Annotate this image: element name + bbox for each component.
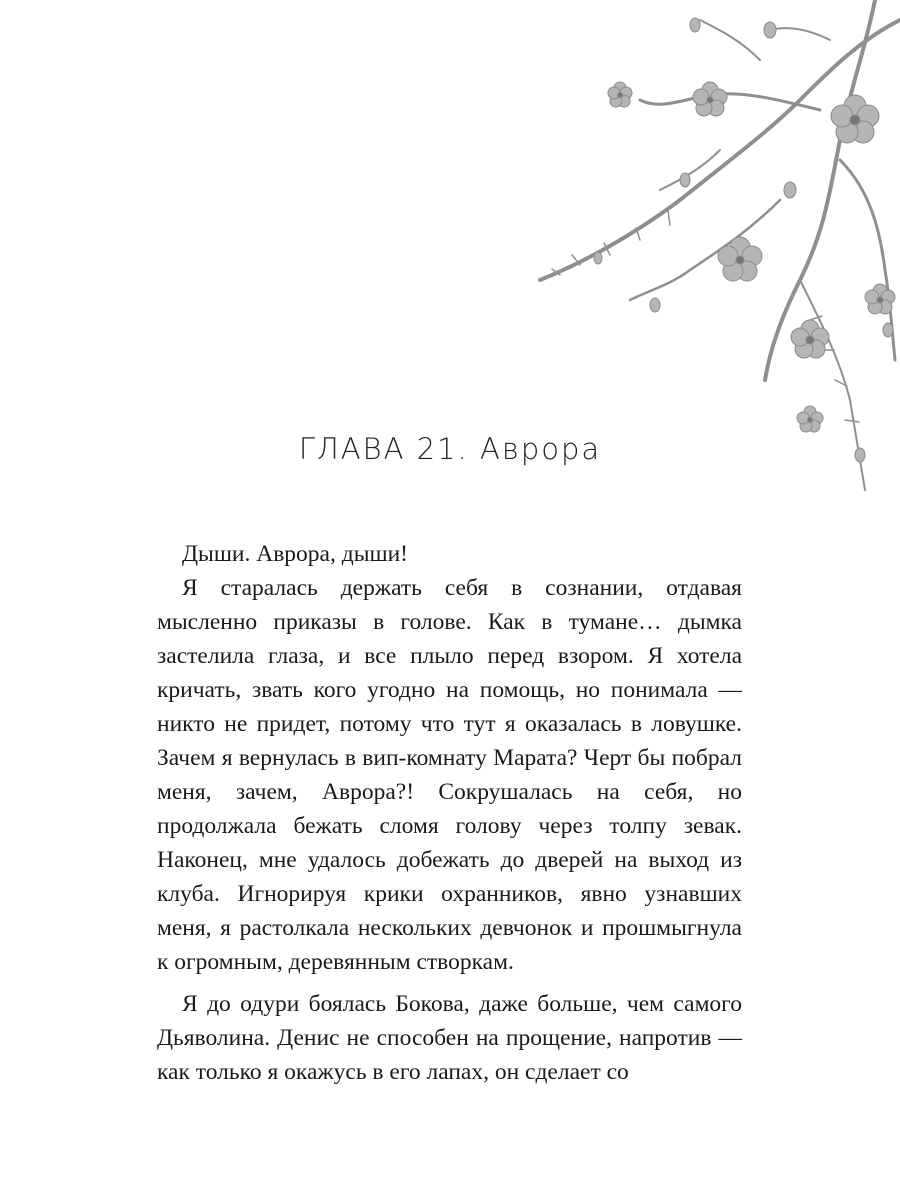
chapter-title: ГЛАВА 21. Аврора xyxy=(298,432,602,466)
paragraph: Я до одури боялась Бокова, даже больше, чем самого Дьяволина. Денис не способен на прощение, напротив — как только я окажусь в его лапах, он сделает со xyxy=(157,991,742,1085)
paragraph: Дыши. Аврора, дыши! xyxy=(182,541,408,567)
chapter-body xyxy=(157,537,742,1089)
paragraph: Я старалась держать себя в сознании, отдавая мысленно приказы в голове. Как в тумане… дымка застелила глаза, и все плыло перед взором. Я хотела кричать, звать кого угодно на помощь, но понимала — никто не придет, потому что тут я оказалась в ловушке. Зачем я вернулась в вип-комнату Марата? Черт бы побрал меня, зачем, Аврора?! Сокрушалась на себя, но продолжала бежать сломя голову через толпу зевак. Наконец, мне удалось добежать до дверей на выход из клуба. Игнорируя крики охранников, явно узнавших меня, я растолкала нескольких девчонок и прошмыгнула к огромным, деревянным створкам. xyxy=(157,575,742,975)
cherry-blossom-branch-icon xyxy=(480,0,900,500)
